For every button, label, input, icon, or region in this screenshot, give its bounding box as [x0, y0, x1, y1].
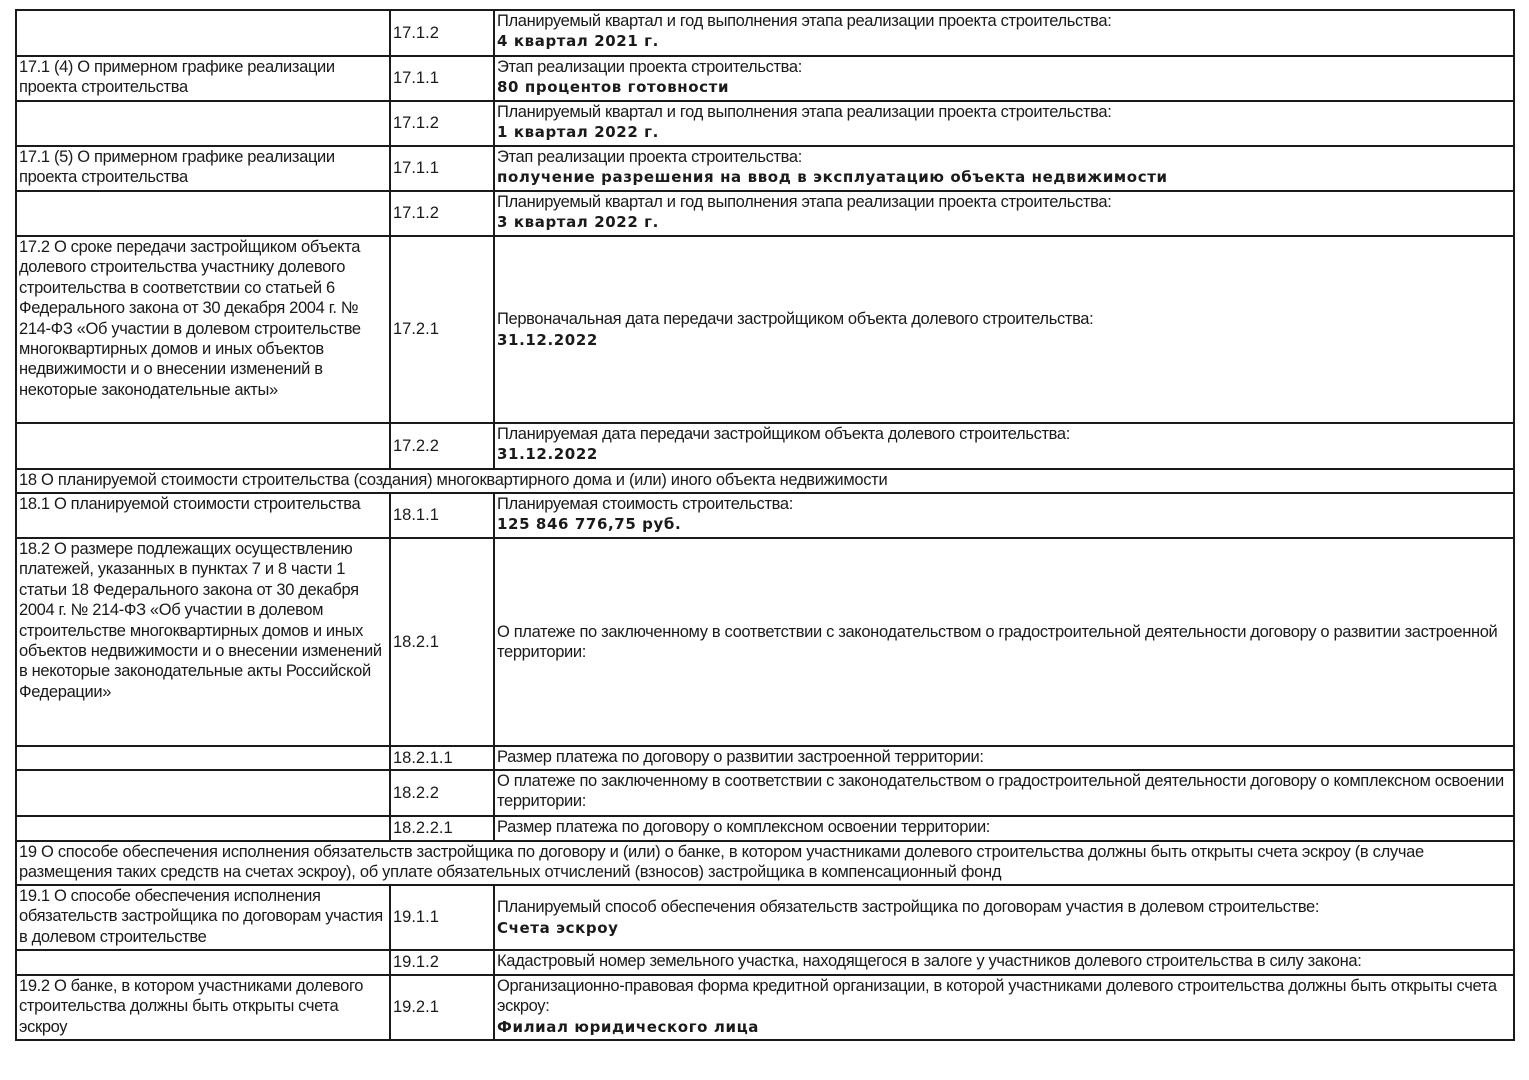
table-row [16, 975, 1514, 1040]
value-cell [494, 816, 1514, 841]
field-label: Размер платежа по договору о комплексном освоении территории: [497, 818, 991, 836]
section-heading: 18 О планируемой стоимости строительства (создания) многоквартирного дома и (или) иного объекта недвижимости [16, 469, 1514, 493]
field-label: Этап реализации проекта строительства: [497, 58, 802, 76]
field-label: Кадастровый номер земельного участка, находящегося в залоге у участников долевого строительства в силу закона: [497, 952, 1362, 970]
table-row [16, 56, 1514, 101]
table-row [16, 885, 1514, 950]
section-cell: 19.2 О банке, в котором участниками долевого строительства должны быть открыты счета эскроу [16, 975, 390, 1040]
section-heading-row [16, 841, 1514, 885]
value-cell [494, 56, 1514, 101]
value-cell [494, 770, 1514, 816]
value-cell [494, 950, 1514, 975]
value-cell [494, 423, 1514, 469]
table-row [16, 950, 1514, 975]
value-cell [494, 538, 1514, 746]
value-cell [494, 10, 1514, 56]
section-cell: 17.1 (4) О примерном графике реализации проекта строительства [16, 56, 390, 101]
table-row [16, 538, 1514, 746]
section-heading-row [16, 469, 1514, 493]
section-cell: 17.2 О сроке передачи застройщиком объекта долевого строительства участнику долевого строительства в соответствии со статьей 6 Федерального закона от 30 декабря 2004 г. № 214-ФЗ «Об участии в долевом строительстве многоквартирных домов и иных объектов недвижимости и о внесении изменений в некоторые законодательные акты» [16, 236, 390, 423]
field-value: получение разрешения на ввод в эксплуатацию объекта недвижимости [497, 168, 1168, 187]
field-label: Этап реализации проекта строительства: [497, 148, 802, 166]
code-cell: 18.1.1 [390, 493, 494, 538]
code-cell: 19.1.2 [390, 950, 494, 975]
field-label: Планируемый способ обеспечения обязательств застройщика по договорам участия в долевом строительстве: [497, 898, 1320, 917]
field-value: 125 846 776,75 руб. [497, 515, 682, 534]
field-label: Первоначальная дата передачи застройщиком объекта долевого строительства: [497, 310, 1094, 329]
table-row [16, 236, 1514, 423]
table-row [16, 493, 1514, 538]
section-cell [16, 770, 390, 816]
table-row [16, 10, 1514, 56]
section-cell: 19.1 О способе обеспечения исполнения обязательств застройщика по договорам участия в долевом строительстве [16, 885, 390, 950]
section-cell [16, 191, 390, 236]
code-cell: 19.2.1 [390, 975, 494, 1040]
field-label: Планируемый квартал и год выполнения этапа реализации проекта строительства: [497, 103, 1112, 121]
field-label: Планируемая дата передачи застройщиком объекта долевого строительства: [497, 425, 1070, 443]
code-cell: 17.1.2 [390, 101, 494, 146]
section-cell [16, 423, 390, 469]
field-label: О платеже по заключенному в соответствии с законодательством о градостроительной деятельности договору о развитии застроенной территории: [497, 622, 1498, 661]
table-row [16, 423, 1514, 469]
code-cell: 18.2.2 [390, 770, 494, 816]
section-heading: 19 О способе обеспечения исполнения обязательств застройщика по договору и (или) о банке, в котором участниками долевого строительства должны быть открыты счета эскроу (в случае размещения таких средств на счетах эскроу), об уплате обязательных отчислений (взносов) застройщика в компенсационный фонд [16, 841, 1514, 885]
section-cell: 17.1 (5) О примерном графике реализации проекта строительства [16, 146, 390, 191]
section-cell [16, 101, 390, 146]
code-cell: 19.1.1 [390, 885, 494, 950]
field-value: 31.12.2022 [497, 330, 598, 349]
code-cell: 17.2.1 [390, 236, 494, 423]
field-value: 1 квартал 2022 г. [497, 123, 659, 142]
code-cell: 17.1.2 [390, 10, 494, 56]
table-row [16, 101, 1514, 146]
field-label: О платеже по заключенному в соответствии с законодательством о градостроительной деятельности договору о комплексном освоении территории: [497, 772, 1504, 811]
field-label: Планируемая стоимость строительства: [497, 495, 793, 513]
table-row [16, 746, 1514, 770]
value-cell [494, 146, 1514, 191]
value-cell [494, 101, 1514, 146]
table-row [16, 770, 1514, 816]
value-cell [494, 493, 1514, 538]
code-cell: 18.2.1 [390, 538, 494, 746]
code-cell: 17.1.2 [390, 191, 494, 236]
table-row [16, 191, 1514, 236]
field-value: 3 квартал 2022 г. [497, 213, 659, 232]
code-cell: 18.2.1.1 [390, 746, 494, 770]
value-cell [494, 236, 1514, 423]
field-value: 4 квартал 2021 г. [497, 32, 659, 51]
value-cell [494, 975, 1514, 1040]
value-cell [494, 191, 1514, 236]
table-row [16, 816, 1514, 841]
field-label: Планируемый квартал и год выполнения этапа реализации проекта строительства: [497, 193, 1112, 211]
field-value: 80 процентов готовности [497, 78, 730, 97]
code-cell: 17.1.1 [390, 56, 494, 101]
section-cell [16, 950, 390, 975]
field-label: Размер платежа по договору о развитии застроенной территории: [497, 748, 984, 766]
declaration-table [15, 9, 1515, 1041]
code-cell: 17.1.1 [390, 146, 494, 191]
section-cell [16, 746, 390, 770]
table-row [16, 146, 1514, 191]
value-cell [494, 746, 1514, 770]
field-value: 31.12.2022 [497, 445, 598, 464]
field-value: Счета эскроу [497, 918, 619, 937]
field-label: Организационно-правовая форма кредитной организации, в которой участниками долевого строительства должны быть открыты счета эскроу: [497, 977, 1497, 1016]
code-cell: 17.2.2 [390, 423, 494, 469]
value-cell [494, 885, 1514, 950]
section-cell [16, 10, 390, 56]
field-value: Филиал юридического лица [497, 1017, 760, 1036]
code-cell: 18.2.2.1 [390, 816, 494, 841]
section-cell: 18.1 О планируемой стоимости строительства [16, 493, 390, 538]
field-label: Планируемый квартал и год выполнения этапа реализации проекта строительства: [497, 12, 1112, 30]
section-cell: 18.2 О размере подлежащих осуществлению платежей, указанных в пунктах 7 и 8 части 1 статьи 18 Федерального закона от 30 декабря 2004 г. № 214-ФЗ «Об участии в долевом строительстве многоквартирных домов и иных объектов недвижимости и о внесении изменений в некоторые законодательные акты Российской Федерации» [16, 538, 390, 746]
section-cell [16, 816, 390, 841]
